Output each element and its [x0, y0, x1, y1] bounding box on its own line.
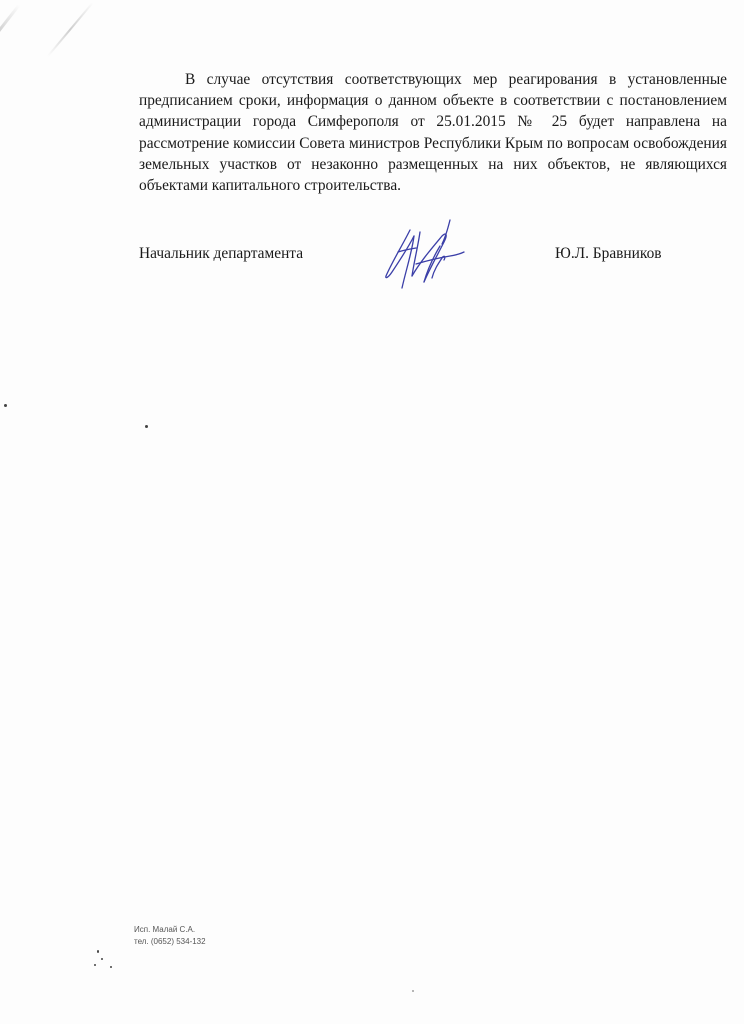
handwritten-signature: [376, 212, 472, 298]
executor-info: [134, 924, 206, 947]
scan-streak: [47, 2, 94, 57]
scan-speck: [4, 404, 7, 407]
scan-speck: [94, 964, 96, 966]
signer-name: Ю.Л. Бравников: [555, 245, 662, 262]
scan-speck: [110, 966, 112, 968]
scan-speck: [101, 958, 103, 960]
signer-position: Начальник департамента: [139, 245, 304, 262]
scan-speck: [412, 990, 414, 992]
letter-paragraph: В случае отсутствия соответствующих мер реагирования в установленные предписанием сроки, информация о данном объекте в соответствии с постановлением администрации города Симферополя от 25.01.2015 № 25 будет направлена на рассмотрение комиссии Совета министров Республики Крым по вопросам освобождения земельных участков от незаконно размещенных на них объектов, не являющихся объектами капитального строительства.: [139, 71, 727, 195]
scan-speck: [145, 425, 148, 428]
scan-streak: [0, 4, 20, 100]
executor-name: Исп. Малай С.А.: [134, 925, 196, 934]
scan-speck: [97, 950, 99, 953]
executor-phone: тел. (0652) 534-132: [134, 936, 206, 946]
